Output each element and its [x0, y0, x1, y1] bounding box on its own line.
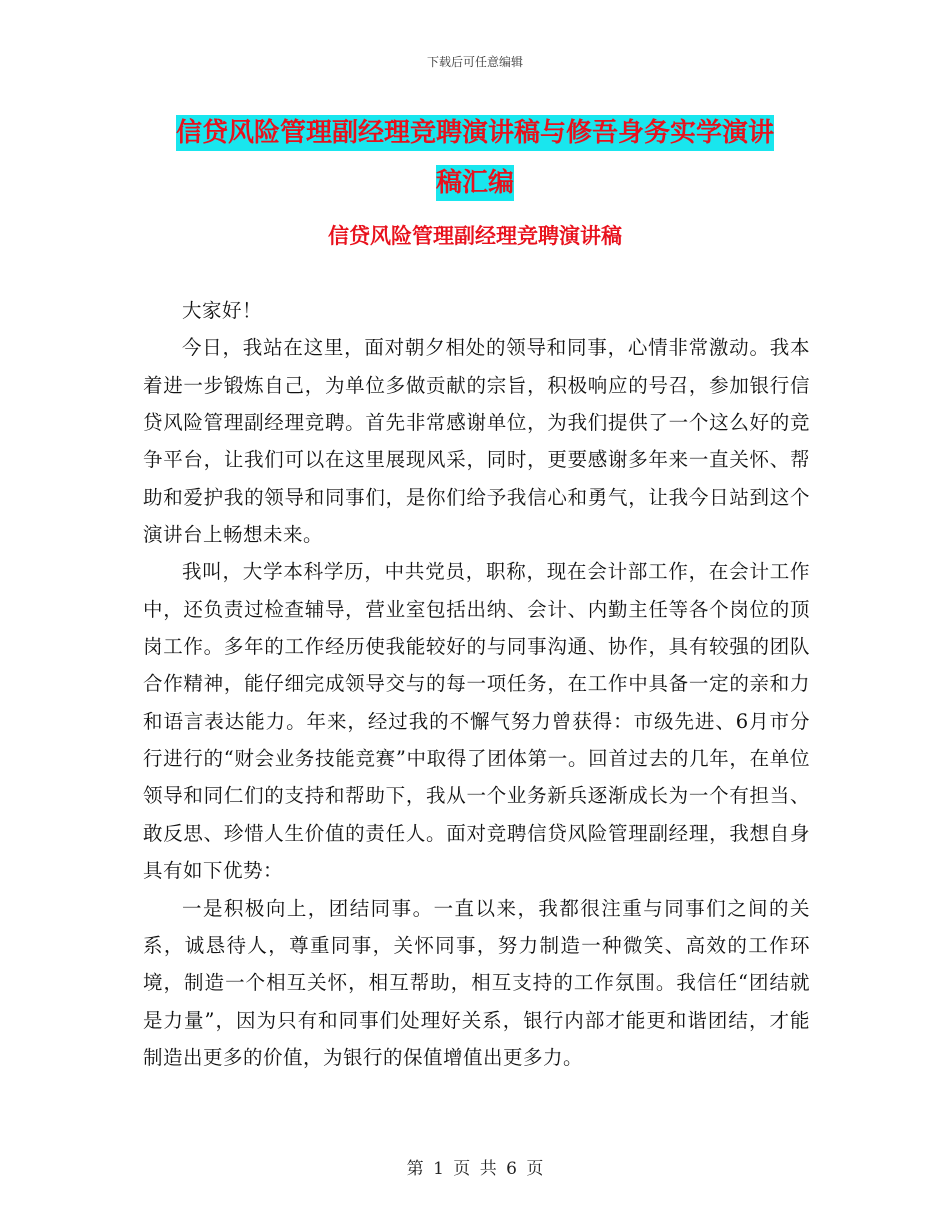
page-number: 第 1 页 共 6 页 [406, 1159, 544, 1179]
paragraph: 一是积极向上，团结同事。一直以来，我都很注重与同事们之间的关系，诚恳待人，尊重同事，关怀同事，努力制造一种微笑、高效的工作环境，制造一个相互关怀，相互帮助，相互支持的工作氛围。我信任“团结就是力量”，因为只有和同事们处理好关系，银行内部才能更和谐团结，才能制造出更多的价值，为银行的保值增值出更多力。 [143, 896, 810, 1069]
document-title-line-1: 信贷风险管理副经理竞聘演讲稿与修吾身务实学演讲 [176, 115, 774, 151]
paragraph-greeting: 大家好！ [182, 299, 263, 322]
header-note: 下载后可任意编辑 [426, 55, 523, 69]
section-title: 信贷风险管理副经理竞聘演讲稿 [328, 224, 622, 248]
document-body [143, 292, 810, 1076]
document-title [140, 108, 810, 208]
paragraph: 今日，我站在这里，面对朝夕相处的领导和同事，心情非常激动。我本着进一步锻炼自己，为单位多做贡献的宗旨，积极响应的号召，参加银行信贷风险管理副经理竞聘。首先非常感谢单位，为我们提供了一个这么好的竞争平台，让我们可以在这里展现风采，同时，更要感谢多年来一直关怀、帮助和爱护我的领导和同事们，是你们给予我信心和勇气，让我今日站到这个演讲台上畅想未来。 [143, 336, 810, 547]
document-title-line-2: 稿汇编 [436, 165, 514, 201]
paragraph: 我叫，大学本科学历，中共党员，职称，现在会计部工作，在会计工作中，还负责过检查辅导，营业室包括出纳、会计、内勤主任等各个岗位的顶岗工作。多年的工作经历使我能较好的与同事沟通、协作，具有较强的团队合作精神，能仔细完成领导交与的每一项任务，在工作中具备一定的亲和力和语言表达能力。年来，经过我的不懈气努力曾获得：市级先进、6月市分行进行的“财会业务技能竞赛”中取得了团体第一。回首过去的几年，在单位领导和同仁们的支持和帮助下，我从一个业务新兵逐渐成长为一个有担当、敢反思、珍惜人生价值的责任人。面对竞聘信贷风险管理副经理，我想自身具有如下优势： [143, 560, 810, 883]
